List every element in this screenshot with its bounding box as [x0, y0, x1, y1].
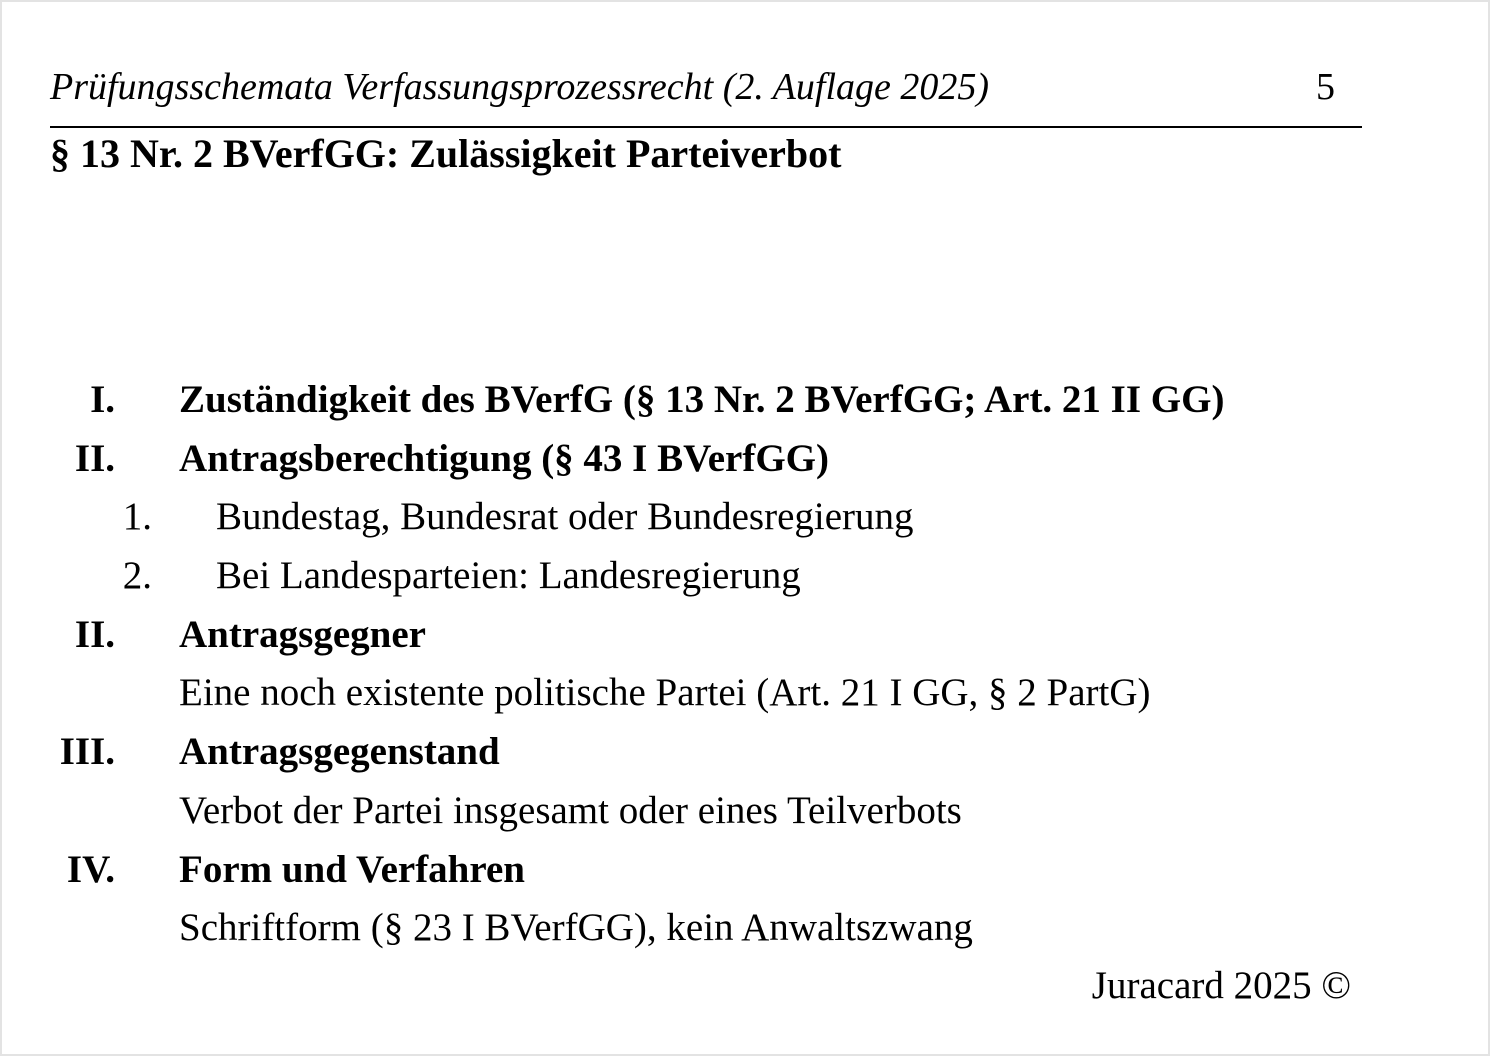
outline-number: I.: [90, 378, 115, 421]
outline-heading: Antragsgegner: [179, 612, 426, 656]
outline-heading: Antragsberechtigung (§ 43 I BVerfGG): [179, 436, 829, 480]
outline-heading: Antragsgegenstand: [179, 730, 500, 774]
outline-heading: Form und Verfahren: [179, 847, 525, 891]
outline-body-text: [2, 782, 1490, 841]
outline-item-major: [2, 371, 1490, 430]
outline-item-minor: [2, 488, 1490, 547]
outline-body-text: [2, 899, 1490, 958]
footer-copyright: Juracard 2025 ©: [1091, 964, 1351, 1007]
outline-number: III.: [59, 730, 115, 774]
outline-item-major: [2, 723, 1490, 782]
header-title: Prüfungsschemata Verfassungsprozessrecht (2. Auflage 2025): [50, 66, 990, 108]
outline-item-major: [2, 430, 1490, 489]
exam-scheme-outline: [2, 371, 1490, 958]
outline-item-major: [2, 606, 1490, 665]
outline-body-text: [2, 664, 1490, 723]
outline-item-minor: [2, 547, 1490, 606]
outline-body: Eine noch existente politische Partei (Art. 21 I GG, § 2 PartG): [179, 671, 1151, 715]
outline-body: Schriftform (§ 23 I BVerfGG), kein Anwaltszwang: [179, 906, 973, 950]
outline-body: Verbot der Partei insgesamt oder eines Teilverbots: [179, 788, 962, 832]
outline-subnumber: 2.: [122, 554, 152, 598]
outline-subtext: Bundestag, Bundesrat oder Bundesregierung: [216, 495, 914, 539]
outline-subtext: Bei Landesparteien: Landesregierung: [216, 554, 801, 598]
outline-number: IV.: [66, 847, 115, 891]
outline-item-major: [2, 841, 1490, 900]
outline-subnumber: 1.: [122, 495, 152, 539]
outline-number: II.: [74, 436, 115, 480]
running-header: [50, 60, 1362, 128]
section-title: § 13 Nr. 2 BVerfGG: Zulässigkeit Parteiverbot: [50, 131, 842, 176]
page-number: 5: [1316, 66, 1335, 108]
outline-number: II.: [74, 612, 115, 656]
outline-heading: Zuständigkeit des BVerfG (§ 13 Nr. 2 BVerfGG; Art. 21 II GG): [179, 378, 1225, 421]
